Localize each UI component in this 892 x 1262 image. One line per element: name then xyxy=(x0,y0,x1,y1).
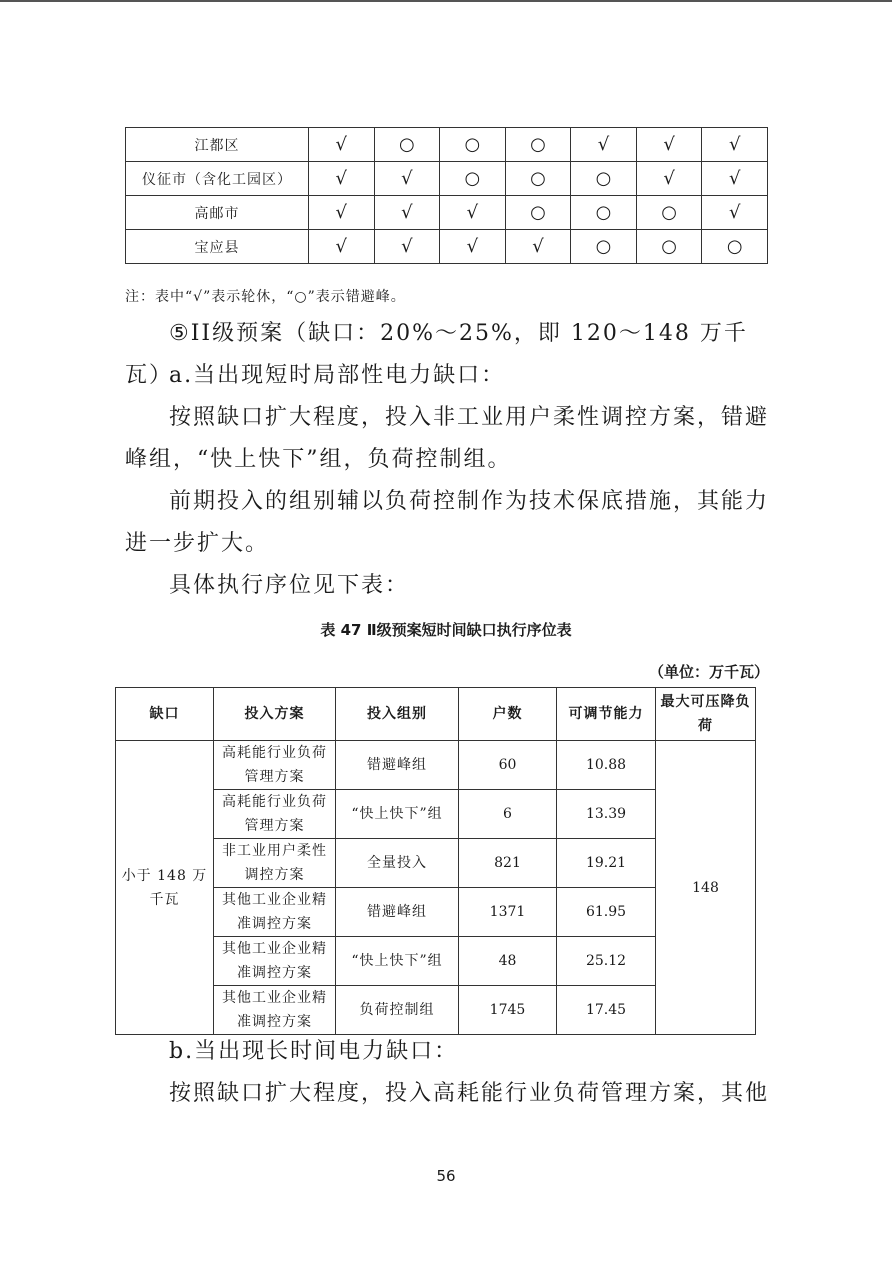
schedule-mark: ○ xyxy=(374,128,440,162)
schedule-mark: √ xyxy=(309,128,375,162)
plan-cell: 高耗能行业负荷管理方案 xyxy=(214,790,336,839)
group-cell: “快上快下”组 xyxy=(336,790,459,839)
header-plan: 投入方案 xyxy=(214,688,336,741)
households-cell: 1371 xyxy=(459,888,557,937)
group-cell: 全量投入 xyxy=(336,839,459,888)
capacity-cell: 25.12 xyxy=(557,937,656,986)
execution-sequence-table xyxy=(115,687,756,1035)
schedule-mark: √ xyxy=(702,162,768,196)
plan-cell: 非工业用户柔性调控方案 xyxy=(214,839,336,888)
header-group: 投入组别 xyxy=(336,688,459,741)
schedule-mark: ○ xyxy=(636,196,702,230)
schedule-mark: √ xyxy=(374,162,440,196)
schedule-mark: ○ xyxy=(571,230,637,264)
households-cell: 6 xyxy=(459,790,557,839)
schedule-mark: ○ xyxy=(505,196,571,230)
schedule-mark: ○ xyxy=(440,162,506,196)
gap-cell: 小于 148 万千瓦 xyxy=(116,741,214,1035)
households-cell: 821 xyxy=(459,839,557,888)
households-cell: 1745 xyxy=(459,986,557,1035)
schedule-mark: √ xyxy=(702,128,768,162)
schedule-mark: √ xyxy=(505,230,571,264)
plan-cell: 其他工业企业精准调控方案 xyxy=(214,888,336,937)
schedule-mark: ○ xyxy=(636,230,702,264)
rotation-row xyxy=(126,196,768,230)
plan-cell: 其他工业企业精准调控方案 xyxy=(214,937,336,986)
paragraph-flexible-control: 按照缺口扩大程度，投入非工业用户柔性调控方案，错避峰组，“快上快下”组，负荷控制组。 xyxy=(125,405,770,472)
schedule-mark: √ xyxy=(636,128,702,162)
rotation-row xyxy=(126,230,768,264)
group-cell: “快上快下”组 xyxy=(336,937,459,986)
schedule-mark: √ xyxy=(702,196,768,230)
header-capacity: 可调节能力 xyxy=(557,688,656,741)
schedule-mark: ○ xyxy=(440,128,506,162)
max-load-cell: 148 xyxy=(656,741,756,1035)
header-gap: 缺口 xyxy=(116,688,214,741)
capacity-cell: 10.88 xyxy=(557,741,656,790)
table-unit: （单位：万千瓦） xyxy=(648,663,769,681)
paragraph-see-table: 具体执行序位见下表： xyxy=(169,573,410,598)
header-households: 户数 xyxy=(459,688,557,741)
rotation-schedule-table xyxy=(125,127,768,264)
schedule-mark: ○ xyxy=(571,162,637,196)
district-name: 高邮市 xyxy=(126,196,309,230)
district-name: 江都区 xyxy=(126,128,309,162)
schedule-mark: ○ xyxy=(505,162,571,196)
schedule-mark: ○ xyxy=(505,128,571,162)
capacity-cell: 13.39 xyxy=(557,790,656,839)
table-caption: 表 47 Ⅱ级预案短时间缺口执行序位表 xyxy=(320,621,572,639)
subsection-a-heading: a.当出现短时局部性电力缺口： xyxy=(169,363,506,388)
capacity-cell: 61.95 xyxy=(557,888,656,937)
schedule-mark: √ xyxy=(309,230,375,264)
district-name: 宝应县 xyxy=(126,230,309,264)
header-max-load: 最大可压降负荷 xyxy=(656,688,756,741)
schedule-mark: √ xyxy=(636,162,702,196)
table-note: 注：表中“√”表示轮休，“○”表示错避峰。 xyxy=(125,289,406,305)
rotation-row xyxy=(126,128,768,162)
capacity-cell: 17.45 xyxy=(557,986,656,1035)
schedule-mark: ○ xyxy=(571,196,637,230)
schedule-mark: √ xyxy=(374,196,440,230)
table-header-row xyxy=(116,688,756,741)
schedule-mark: √ xyxy=(440,196,506,230)
paragraph-load-control: 前期投入的组别辅以负荷控制作为技术保底措施，其能力进一步扩大。 xyxy=(125,489,770,556)
group-cell: 负荷控制组 xyxy=(336,986,459,1035)
schedule-mark: ○ xyxy=(702,230,768,264)
subsection-b-heading: b.当出现长时间电力缺口： xyxy=(169,1039,459,1064)
district-name: 仪征市（含化工园区） xyxy=(126,162,309,196)
table-row xyxy=(116,741,756,790)
group-cell: 错避峰组 xyxy=(336,888,459,937)
schedule-mark: √ xyxy=(571,128,637,162)
rotation-row xyxy=(126,162,768,196)
paragraph-long-gap: 按照缺口扩大程度，投入高耗能行业负荷管理方案，其他 xyxy=(169,1081,770,1106)
schedule-mark: √ xyxy=(374,230,440,264)
plan-cell: 高耗能行业负荷管理方案 xyxy=(214,741,336,790)
plan-cell: 其他工业企业精准调控方案 xyxy=(214,986,336,1035)
households-cell: 60 xyxy=(459,741,557,790)
page-number: 56 xyxy=(436,1167,456,1185)
schedule-mark: √ xyxy=(440,230,506,264)
section-heading-level2-plan: ⑤II级预案（缺口：20%～25%，即 120～148 万千瓦） xyxy=(125,321,748,388)
households-cell: 48 xyxy=(459,937,557,986)
group-cell: 错避峰组 xyxy=(336,741,459,790)
schedule-mark: √ xyxy=(309,196,375,230)
capacity-cell: 19.21 xyxy=(557,839,656,888)
schedule-mark: √ xyxy=(309,162,375,196)
top-border xyxy=(0,0,892,2)
